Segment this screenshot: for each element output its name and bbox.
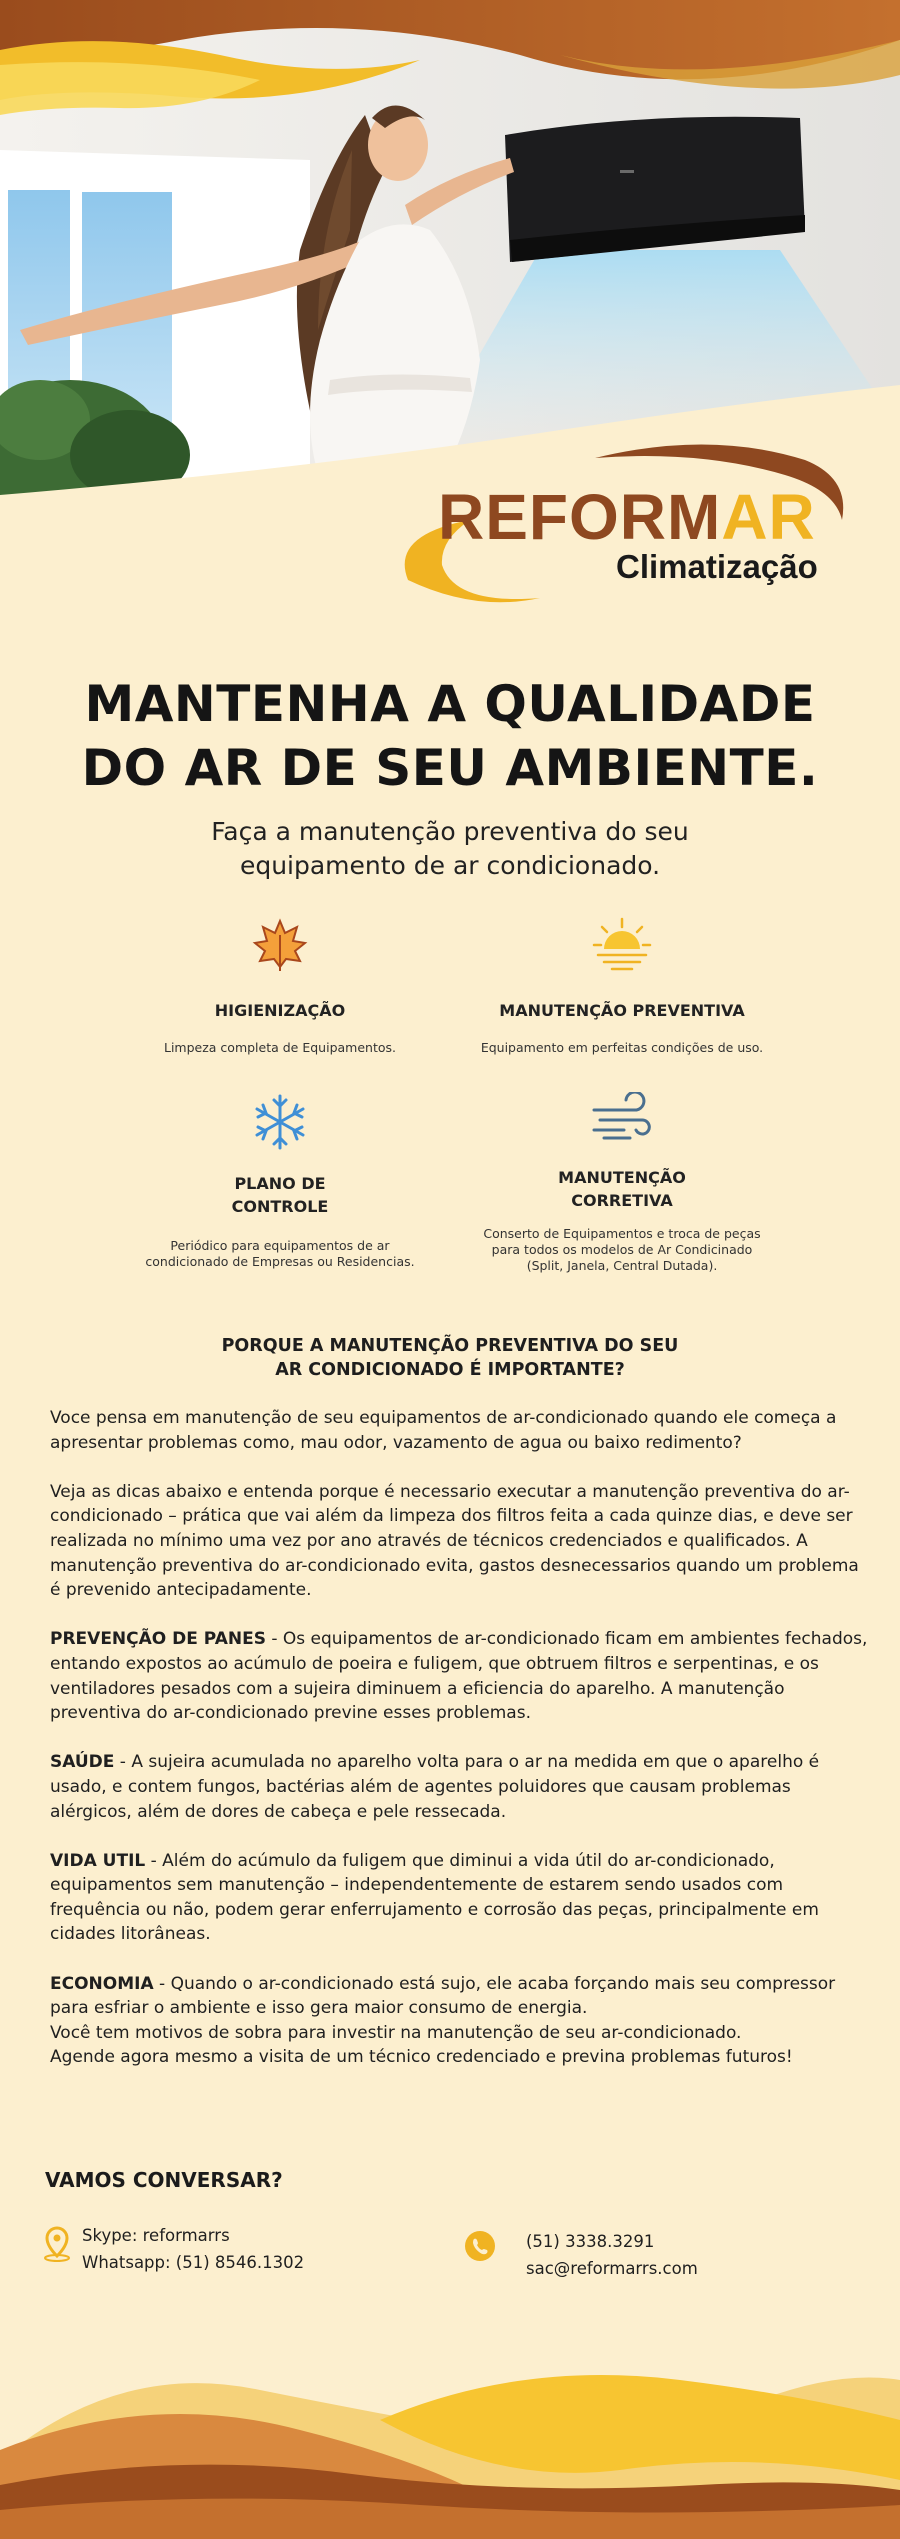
subhead-line-1: Faça a manutenção preventiva do seu (211, 817, 689, 846)
article-tips: Veja as dicas abaixo e entenda porque é necessario executar a manutenção preventiva do ar-condicionado – prática que vai além da limpeza dos filtros feita a cada quinze dias, e deve ser realizada no mínimo uma vez por ano através de técnicos credenciados e qualificados. A manutenção preventiva do ar-condicionado evita, gastos desnecessarios quando um problema é prevenido antecipadamente. (50, 1481, 859, 1601)
service-title-line: MANUTENÇÃO (558, 1168, 686, 1187)
subhead-line-2: equipamento de ar condicionado. (239, 851, 661, 880)
service-title-line: CONTROLE (231, 1197, 329, 1216)
article-heading (0, 1334, 900, 1382)
service-title: HIGIENIZAÇÃO (214, 1001, 346, 1020)
service-description: Equipamento em perfeitas condições de uso. (480, 1040, 764, 1055)
logo-tagline: Climatização (616, 548, 818, 585)
service-description-line: (Split, Janela, Central Dutada). (526, 1258, 718, 1273)
footer-waves (0, 2300, 900, 2539)
service-title (472, 1166, 772, 1212)
contact-skype[interactable]: Skype: reformarrs (82, 2226, 230, 2245)
page-headline (0, 672, 900, 800)
service-description (130, 1238, 430, 1270)
service-plano-de-controle (130, 1092, 430, 1270)
service-title-line: PLANO DE (234, 1174, 326, 1193)
service-description-line: Conserto de Equipamentos e troca de peças (483, 1226, 761, 1241)
hero-image (0, 0, 900, 500)
logo-wordmark: REFORMAR (438, 481, 816, 553)
article-intro: Voce pensa em manutenção de seu equipamentos de ar-condicionado quando ele começa a apresentar problemas como, mau odor, vazamento de agua ou baixo redimento? (50, 1408, 837, 1453)
snowflake-icon (250, 1092, 310, 1152)
article-paragraph-economia (50, 1972, 870, 2070)
phone-icon (464, 2230, 496, 2262)
sun-icon (590, 915, 654, 975)
page-subheadline (0, 815, 900, 883)
paragraph-text: - A sujeira acumulada no aparelho volta para o ar na medida em que o aparelho é usado, e contem fungos, bactérias além de agentes poluidores que causam problemas alérgicos, além de dores de cabeça e pele ressecada. (50, 1752, 820, 1822)
service-description-line: condicionado de Empresas ou Residencias. (145, 1254, 415, 1269)
contact-whatsapp[interactable]: Whatsapp: (51) 8546.1302 (82, 2253, 305, 2272)
service-description-line: para todos os modelos de Ar Condicinado (491, 1242, 753, 1257)
article-paragraph-vida-util (50, 1849, 870, 1947)
service-manutencao-preventiva (472, 915, 772, 1056)
article-heading-line: PORQUE A MANUTENÇÃO PREVENTIVA DO SEU (221, 1336, 679, 1356)
paragraph-text: Você tem motivos de sobra para investir na manutenção de seu ar-condicionado. (50, 2022, 742, 2043)
leaf-icon (250, 915, 310, 975)
article-paragraph-saude (50, 1750, 870, 1824)
paragraph-text: - Os equipamentos de ar-condicionado ficam em ambientes fechados, entando expostos ao acúmulo de poeira e fuligem, que obtruem filtros e serpentinas, e os ventiladores pesados com a sujeira diminuem a eficiencia do aparelho. A manutenção preventiva do ar-condicionado previne esses problemas. (50, 1629, 868, 1724)
paragraph-label: ECONOMIA (50, 1973, 154, 1994)
headline-line-2: DO AR DE SEU AMBIENTE. (81, 739, 819, 797)
service-title (130, 1172, 430, 1218)
brand-logo (380, 430, 860, 620)
paragraph-text: - Além do acúmulo da fuligem que diminui a vida útil do ar-condicionado, equipamentos sem manutenção – independentemente de estarem sendo usados com frequência ou não, podem gerar enferrujamento e corrosão das peças, principalmente em cidades litorâneas. (50, 1850, 819, 1945)
service-title: MANUTENÇÃO PREVENTIVA (499, 1001, 745, 1020)
headline-line-1: MANTENHA A QUALIDADE (84, 675, 816, 733)
article-heading-line: AR CONDICIONADO É IMPORTANTE? (275, 1360, 625, 1380)
article-body (50, 1406, 870, 2095)
paragraph-label: VIDA UTIL (50, 1850, 146, 1871)
contact-title: VAMOS CONVERSAR? (45, 2168, 283, 2192)
service-description-line: Periódico para equipamentos de ar (170, 1238, 390, 1253)
paragraph-text: Agende agora mesmo a visita de um técnico credenciado e previna problemas futuros! (50, 2047, 793, 2068)
service-higienizacao (130, 915, 430, 1056)
paragraph-text: - Quando o ar-condicionado está sujo, ele acaba forçando mais seu compressor para esfriar o ambiente e isso gera maior consumo de energia. (50, 1973, 836, 2019)
service-description (472, 1226, 772, 1274)
wind-icon (590, 1092, 654, 1144)
service-manutencao-corretiva (472, 1092, 772, 1274)
service-title-line: CORRETIVA (571, 1191, 673, 1210)
article-paragraph-prevencao (50, 1627, 870, 1725)
contact-phone[interactable]: (51) 3338.3291 (526, 2232, 655, 2251)
location-pin-icon (42, 2226, 72, 2262)
service-description: Limpeza completa de Equipamentos. (163, 1040, 396, 1055)
contact-email[interactable]: sac@reformarrs.com (526, 2259, 698, 2278)
paragraph-label: SAÚDE (50, 1752, 115, 1773)
paragraph-label: PREVENÇÃO DE PANES (50, 1629, 266, 1650)
